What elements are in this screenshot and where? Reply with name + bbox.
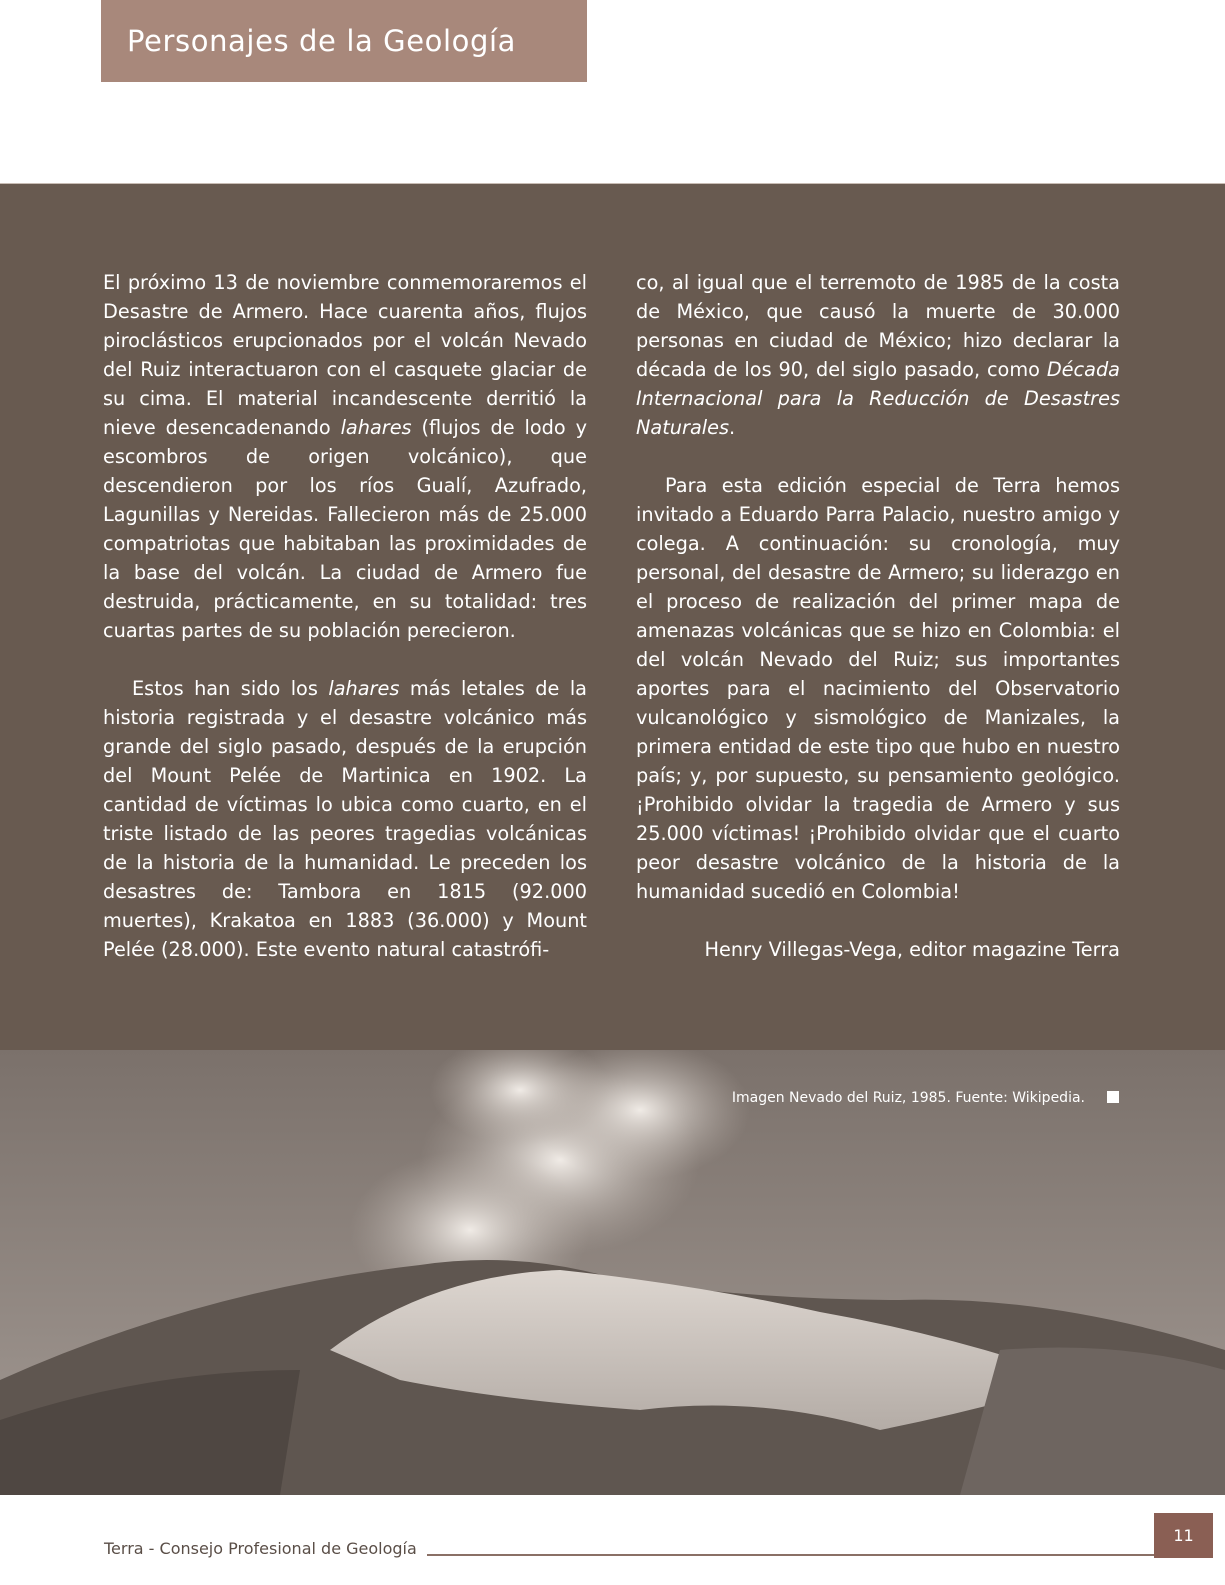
paragraph-2: Estos han sido los lahares más letales de la historia registrada y el desastre volcánico más grande del siglo pasado, después de la erupción del Mount Pelée de Martinica en 1902. La cantidad de víctimas lo ubica como cuarto, en el triste listado de las peores tragedias volcánicas de la historia de la humanidad. Le preceden los desastres de: Tambora en 1815 (92.000 muertes), Krakatoa en 1883 (36.000) y Mount Pelée (28.000). Este evento natural catastrófi- <box>103 677 587 961</box>
footer-publication: Terra - Consejo Profesional de Geología <box>104 1539 417 1558</box>
page-number: 11 <box>1173 1526 1194 1545</box>
article-column-right <box>636 268 1120 993</box>
editor-signature: Henry Villegas-Vega, editor magazine Terra <box>704 938 1120 961</box>
footer-rule <box>427 1554 1154 1556</box>
paragraph-1: El próximo 13 de noviembre conmemoraremos el Desastre de Armero. Hace cuarenta años, flujos piroclásticos erupcionados por el volcán Nevado del Ruiz interactuaron con el casquete glaciar de su cima. El material incandescente derritió la nieve desencadenando lahares (flujos de lodo y escombros de origen volcánico), que descendieron por los ríos Gualí, Azufrado, Lagunillas y Nereidas. Fallecieron más de 25.000 compatriotas que habitaban las proximidades de la base del volcán. La ciudad de Armero fue destruida, prácticamente, en su totalidad: tres cuartas partes de su población perecieron. <box>103 271 587 642</box>
article-column-left <box>103 268 587 993</box>
paragraph-4: Para esta edición especial de Terra hemos invitado a Eduardo Parra Palacio, nuestro amigo y colega. A continuación: su cronología, muy personal, del desastre de Armero; su liderazgo en el proceso de realización del primer mapa de amenazas volcánicas que se hizo en Colombia: el del volcán Nevado del Ruiz; sus importantes aportes para el nacimiento del Observatorio vulcanológico y sismológico de Manizales, la primera entidad de este tipo que hubo en nuestro país; y, por supuesto, su pensamiento geológico. ¡Prohibido olvidar la tragedia de Armero y sus 25.000 víctimas! ¡Prohibido olvidar que el cuarto peor desastre volcánico de la historia de la humanidad sucedió en Colombia! <box>636 474 1120 903</box>
paragraph-3: co, al igual que el terremoto de 1985 de la costa de México, que causó la muerte de 30.000 personas en ciudad de México; hizo declarar la década de los 90, del siglo pasado, como Década Internacional para la Reducción de Desastres Naturales. <box>636 271 1120 439</box>
caption-end-square <box>1107 1091 1119 1103</box>
volcano-photo <box>0 1050 1225 1495</box>
section-title <box>101 0 587 82</box>
image-caption: Imagen Nevado del Ruiz, 1985. Fuente: Wikipedia. <box>731 1090 1085 1106</box>
article-box <box>0 183 1225 1080</box>
page-number-badge <box>1154 1513 1213 1558</box>
volcano-illustration <box>0 1050 1225 1495</box>
section-title-text: Personajes de la Geología <box>127 24 517 58</box>
